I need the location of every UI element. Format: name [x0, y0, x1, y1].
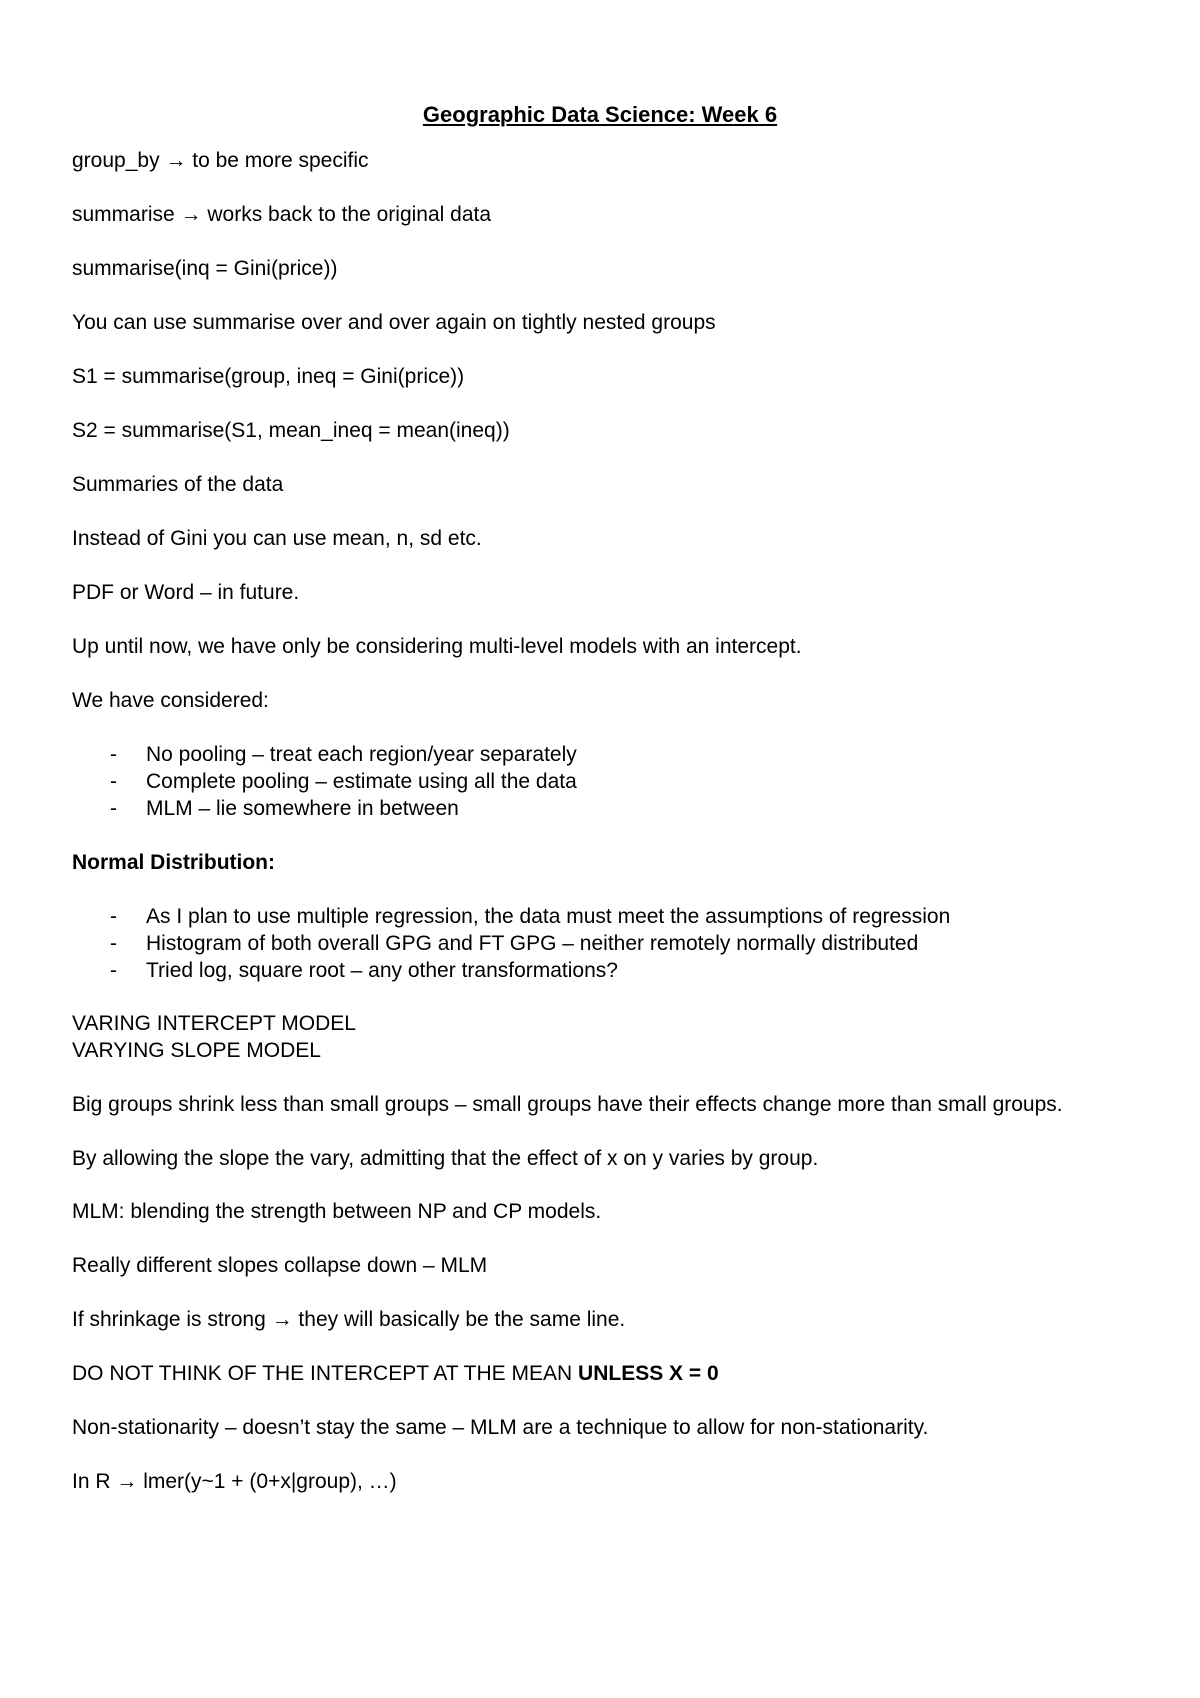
note-line: MLM: blending the strength between NP and CP models.	[72, 1200, 602, 1223]
arrow-icon: →	[271, 1308, 293, 1331]
note-line	[72, 1469, 397, 1495]
bullet-dash: -	[110, 797, 117, 820]
text: they will basically be the same line.	[292, 1308, 626, 1331]
note-line: PDF or Word – in future.	[72, 581, 300, 604]
bullet-dash: -	[110, 932, 117, 955]
note-line: Summaries of the data	[72, 473, 284, 496]
section-heading: Normal Distribution:	[72, 851, 275, 874]
text: In R	[72, 1470, 117, 1493]
list-item: MLM – lie somewhere in between	[146, 797, 459, 820]
text: DO NOT THINK OF THE INTERCEPT AT THE MEAN	[72, 1362, 579, 1385]
arrow-icon: →	[165, 149, 187, 172]
note-line: By allowing the slope the vary, admitting that the effect of x on y varies by group.	[72, 1147, 819, 1170]
text: group_by	[72, 149, 166, 172]
note-line: You can use summarise over and over again on tightly nested groups	[72, 311, 716, 334]
note-line: S2 = summarise(S1, mean_ineq = mean(ineq))	[72, 419, 510, 442]
note-line	[72, 1361, 719, 1387]
list-item: As I plan to use multiple regression, the data must meet the assumptions of regression	[146, 905, 951, 928]
arrow-icon: →	[116, 1470, 138, 1493]
text: If shrinkage is strong	[72, 1308, 272, 1331]
bullet-dash: -	[110, 959, 117, 982]
note-line	[72, 148, 369, 174]
note-line: Instead of Gini you can use mean, n, sd etc.	[72, 527, 482, 550]
text: works back to the original data	[201, 203, 492, 226]
bullet-dash: -	[110, 905, 117, 928]
list-item: Histogram of both overall GPG and FT GPG – neither remotely normally distributed	[146, 932, 919, 955]
note-line	[72, 202, 491, 228]
document-title: Geographic Data Science: Week 6	[422, 102, 778, 127]
text: to be more specific	[186, 149, 369, 172]
note-line: Really different slopes collapse down – MLM	[72, 1254, 488, 1277]
list-item: Tried log, square root – any other transformations?	[146, 959, 618, 982]
note-line: summarise(inq = Gini(price))	[72, 257, 338, 280]
note-line: S1 = summarise(group, ineq = Gini(price))	[72, 365, 465, 388]
note-line: Big groups shrink less than small groups – small groups have their effects change more than small groups.	[72, 1093, 1063, 1116]
note-line	[72, 1307, 625, 1333]
list-item: Complete pooling – estimate using all the data	[146, 770, 577, 793]
text: lmer(y~1 + (0+x|group), …)	[137, 1470, 397, 1493]
bullet-dash: -	[110, 743, 117, 766]
arrow-icon: →	[180, 203, 202, 226]
note-line: Up until now, we have only be considering multi-level models with an intercept.	[72, 635, 802, 658]
text: summarise	[72, 203, 181, 226]
bullet-dash: -	[110, 770, 117, 793]
note-line: VARING INTERCEPT MODEL	[72, 1012, 356, 1035]
note-line: Non-stationarity – doesn’t stay the same – MLM are a technique to allow for non-stationarity.	[72, 1416, 929, 1439]
list-item: No pooling – treat each region/year separately	[146, 743, 577, 766]
note-line: VARYING SLOPE MODEL	[72, 1039, 321, 1062]
emphasis-text: UNLESS X = 0	[578, 1362, 719, 1385]
note-line: We have considered:	[72, 689, 269, 712]
